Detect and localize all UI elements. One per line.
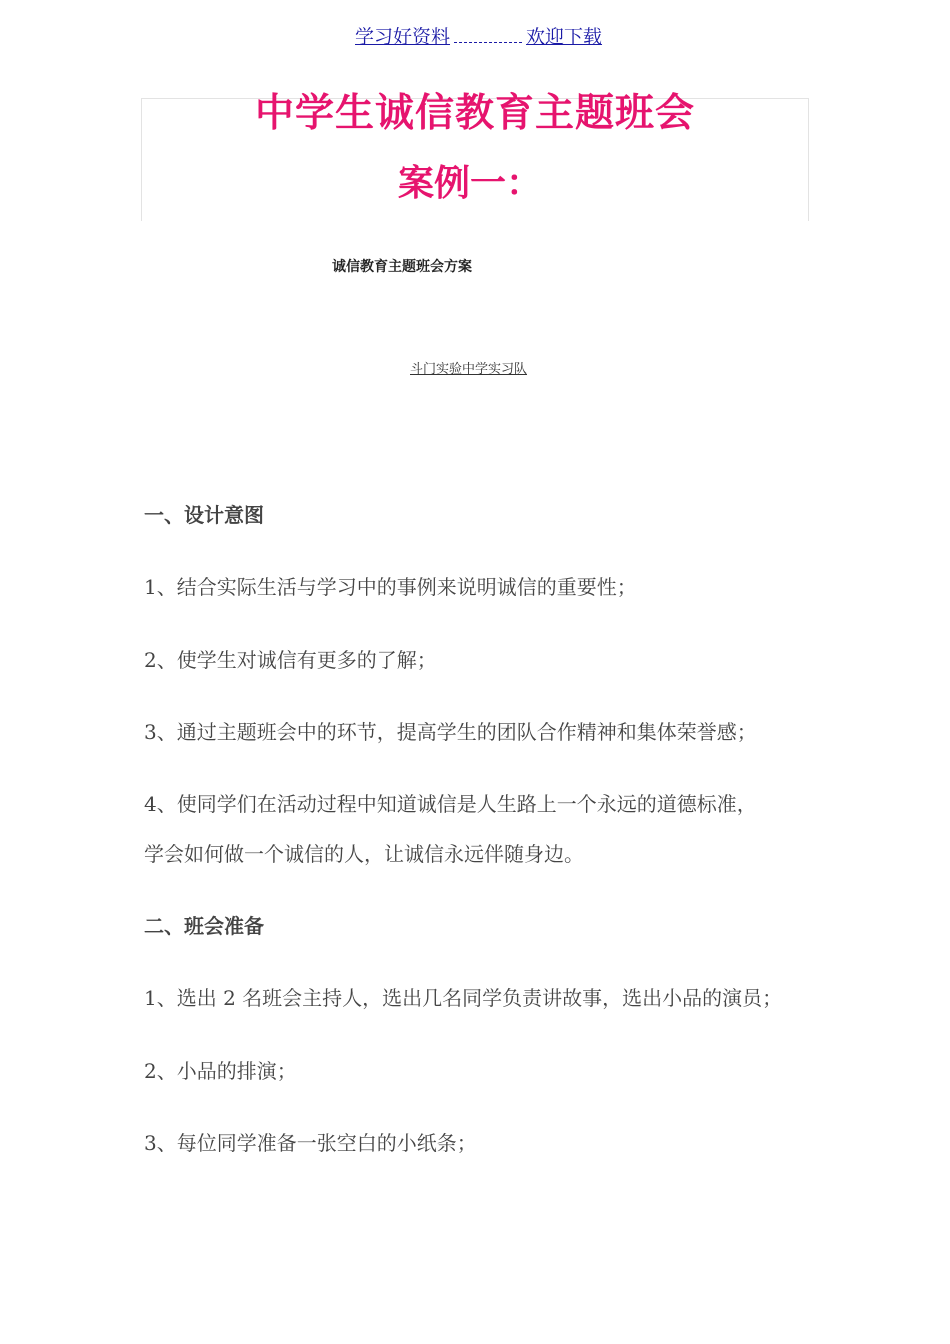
design-item-4: 4、使同学们在活动过程中知道诚信是人生路上一个永远的道德标准， bbox=[144, 792, 757, 816]
prep-item-1: 1、选出 2 名班会主持人，选出几名同学负责讲故事，选出小品的演员； bbox=[144, 986, 783, 1010]
case-title: 案例一： bbox=[398, 163, 543, 204]
author-line: 斗门实验中学实习队 bbox=[410, 362, 528, 377]
header-right-text[interactable]: 欢迎下载 bbox=[526, 26, 603, 48]
header-download-link[interactable] bbox=[355, 22, 603, 49]
design-item-1: 1、结合实际生活与学习中的事例来说明诚信的重要性； bbox=[144, 575, 637, 599]
prep-item-2: 2、小品的排演； bbox=[144, 1059, 297, 1083]
design-item-4-continued: 学会如何做一个诚信的人，让诚信永远伴随身边。 bbox=[144, 842, 584, 866]
prep-item-3: 3、每位同学准备一张空白的小纸条； bbox=[144, 1131, 477, 1155]
design-item-2: 2、使学生对诚信有更多的了解； bbox=[144, 648, 437, 672]
header-dotted-separator bbox=[454, 28, 522, 43]
section-heading-prep: 二、班会准备 bbox=[144, 914, 264, 938]
plan-title: 诚信教育主题班会方案 bbox=[332, 259, 472, 275]
main-title: 中学生诚信教育主题班会 bbox=[254, 91, 695, 136]
header-left-text[interactable]: 学习好资料 bbox=[355, 26, 451, 48]
design-item-3: 3、通过主题班会中的环节，提高学生的团队合作精神和集体荣誉感； bbox=[144, 720, 757, 744]
section-heading-design: 一、设计意图 bbox=[144, 503, 264, 527]
